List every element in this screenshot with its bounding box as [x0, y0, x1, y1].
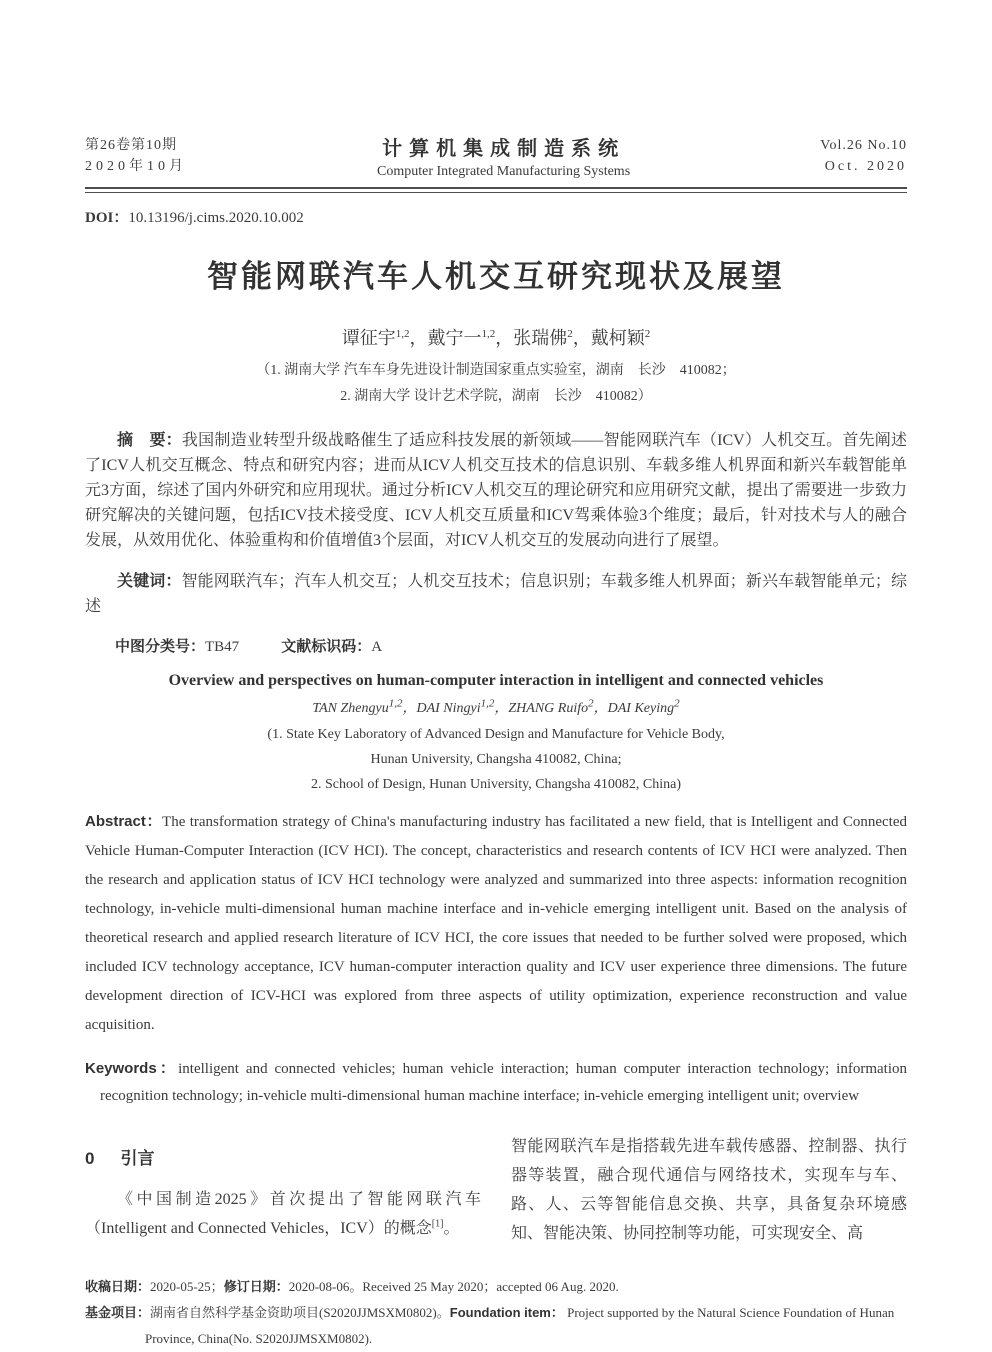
affiliation-cn-1: （1. 湖南大学 汽车车身先进设计制造国家重点实验室，湖南 长沙 410082；	[256, 363, 736, 378]
author-en	[508, 697, 608, 716]
author-name: 谭征宇	[341, 328, 396, 348]
keywords-cn-text: 智能网联汽车；汽车人机交互；人机交互技术；信息识别；车载多维人机界面；新兴车载智能单元；综述	[85, 573, 907, 615]
author-list-cn	[85, 324, 907, 350]
intro-paragraph-right: 智能网联汽车是指搭载先进车载传感器、控制器、执行器等装置，融合现代通信与网络技术，实现车与车、路、人、云等智能信息交换、共享，具备复杂环境感知、智能决策、协同控制等功能，可实现安全、高	[511, 1138, 907, 1242]
clc-label: 中图分类号：	[115, 638, 206, 655]
foundation-text-cn: 湖南省自然科学基金资助项目(S2020JJMSXM0802)。	[150, 1305, 450, 1320]
doc-code-value: A	[371, 639, 383, 655]
author-cn	[591, 328, 651, 348]
keywords-en-label: Keywords：	[85, 1060, 179, 1077]
body-columns	[85, 1132, 907, 1248]
affiliation-en-2: Hunan University, Changsha 410082, China;	[370, 752, 622, 767]
author-en	[416, 697, 509, 716]
journal-title-cn: 计算机集成制造系统	[382, 138, 626, 160]
author-en	[607, 697, 680, 716]
body-column-right	[511, 1132, 907, 1248]
keywords-cn	[85, 569, 907, 619]
author-cn	[513, 328, 591, 348]
abstract-en-text: The transformation strategy of China's manufacturing industry has facilitated a new field, that is Intelligent and Connected Vehicle Human-Computer Interaction (ICV HCI). The concept, characteristics and research contents of ICV HCI were analyzed. Then the research and application status of ICV HCI technology were analyzed and summarized into three aspects: information recognition technology, in-vehicle multi-dimensional human machine interface and in-vehicle emerging intelligent unit. Based on the analysis of theoretical research and applied research literature of ICV HCI, the core issues that needed to be further solved were proposed, which included ICV technology acceptance, ICV human-computer interaction quality and ICV user experience three dimensions. The future development direction of ICV-HCI was explored from three aspects of utility optimization, experience reconstruction and value acquisition.	[85, 814, 907, 1033]
abstract-en	[85, 807, 907, 1040]
keywords-cn-label: 关键词：	[117, 573, 182, 590]
author-affil-sup: 1,2	[481, 328, 496, 340]
author-affil-sup: 1,2	[480, 697, 495, 710]
foundation-text-en: Project supported by the Natural Science Foundation of Hunan Province, China(No. S2020JJMSXM0802).	[145, 1305, 895, 1346]
author-en	[312, 697, 417, 716]
received-label: 收稿日期：	[85, 1279, 151, 1294]
affiliation-cn-2: 2. 湖南大学 设计艺术学院，湖南 长沙 410082）	[340, 389, 652, 404]
author-name: DAI Ningyi	[416, 701, 481, 716]
intro-text: 《中国制造2025》首次提出了智能网联汽车（Intelligent and Connected Vehicles，ICV）的概念	[85, 1191, 481, 1237]
author-name: ZHANG Ruifo	[508, 701, 589, 716]
author-cn	[342, 328, 428, 348]
author-affil-sup: 2	[674, 697, 680, 710]
journal-date-cn: 2020年10月	[85, 159, 187, 174]
abstract-cn-text: 我国制造业转型升级战略催生了适应科技发展的新领域——智能网联汽车（ICV）人机交互。首先阐述了ICV人机交互概念、特点和研究内容；进而从ICV人机交互技术的信息识别、车载多维人机界面和新兴车载智能单元3方面，综述了国内外研究和应用现状。通过分析ICV人机交互的理论研究和应用研究文献，提出了需要进一步致力研究解决的关键问题，包括ICV技术接受度、ICV人机交互质量和ICV驾乘体验3个维度；最后，针对技术与人的融合发展，从效用优化、体验重构和价值增值3个层面，对ICV人机交互的发展动向进行了展望。	[85, 432, 907, 549]
author-affil-sup: 2	[567, 328, 573, 340]
abstract-en-label: Abstract：	[85, 813, 163, 830]
section-number: 0	[85, 1149, 95, 1168]
abstract-cn	[85, 428, 907, 553]
journal-volume-en: Vol.26 No.10	[820, 138, 907, 153]
author-separator: ，	[593, 701, 608, 716]
affiliations-en	[85, 722, 907, 797]
journal-header-center	[187, 132, 820, 180]
author-list-en	[85, 697, 907, 717]
paper-title-en: Overview and perspectives on human-computer interaction in intelligent and connected vehicles	[168, 672, 824, 689]
affiliation-en-3: 2. School of Design, Hunan University, Changsha 410082, China)	[310, 777, 682, 792]
intro-paragraph-left	[85, 1185, 481, 1243]
journal-title-en: Computer Integrated Manufacturing Systems	[377, 164, 631, 179]
author-affil-sup: 2	[644, 328, 651, 340]
section-title: 引言	[120, 1149, 155, 1168]
intro-text-end: 。	[443, 1220, 460, 1237]
keywords-en-text: intelligent and connected vehicles; human vehicle interaction; human computer interaction technology; information recognition technology; in-vehicle multi-dimensional human machine interface; in-vehicle emerging intelligent unit; overview	[100, 1061, 907, 1104]
author-name: 张瑞佛	[513, 328, 568, 348]
foundation-line	[85, 1300, 907, 1352]
journal-header-right	[820, 135, 907, 177]
keywords-en	[85, 1055, 907, 1110]
affiliations-cn	[85, 358, 907, 410]
foundation-label-cn: 基金项目：	[85, 1305, 151, 1320]
doc-code-label: 文献标识码：	[281, 638, 372, 655]
journal-header	[85, 132, 907, 180]
journal-volume-cn: 第26卷第10期	[85, 138, 177, 153]
footnote-block	[85, 1274, 907, 1352]
body-column-left	[85, 1132, 481, 1248]
foundation-label-en: Foundation item：	[449, 1305, 564, 1320]
section-heading	[85, 1144, 481, 1173]
received-en: Received 25 May 2020；accepted 06 Aug. 2020.	[362, 1279, 619, 1294]
clc-line	[85, 635, 907, 656]
author-name: 戴柯颖	[590, 328, 645, 348]
received-line	[85, 1274, 907, 1300]
author-name: 戴宁一	[427, 328, 482, 348]
affiliation-en-1: (1. State Key Laboratory of Advanced Design and Manufacture for Vehicle Body,	[267, 727, 725, 742]
author-name: DAI Keying	[607, 701, 675, 716]
author-cn	[428, 328, 514, 348]
clc-value: TB47	[205, 639, 240, 655]
revised-date: 2020-08-06。	[288, 1279, 363, 1294]
author-name: TAN Zhengyu	[312, 701, 389, 716]
doi-line	[85, 206, 907, 227]
author-affil-sup: 2	[588, 697, 594, 710]
author-separator: ，	[409, 328, 428, 348]
doi-label: DOI：	[85, 210, 129, 226]
author-affil-sup: 1,2	[395, 328, 410, 340]
journal-date-en: Oct. 2020	[824, 159, 907, 174]
header-divider	[85, 187, 907, 193]
citation-ref: [1]	[431, 1218, 444, 1230]
author-separator: ，	[494, 701, 509, 716]
author-separator: ，	[495, 328, 514, 348]
received-date: 2020-05-25；	[150, 1279, 224, 1294]
revised-label: 修订日期：	[223, 1279, 289, 1294]
doi-value: 10.13196/j.cims.2020.10.002	[128, 210, 304, 226]
author-separator: ，	[572, 328, 591, 348]
journal-header-left	[85, 135, 187, 177]
author-separator: ，	[402, 701, 417, 716]
paper-title-cn: 智能网联汽车人机交互研究现状及展望	[207, 259, 785, 294]
abstract-cn-label: 摘 要：	[117, 432, 182, 449]
author-affil-sup: 1,2	[388, 697, 403, 710]
